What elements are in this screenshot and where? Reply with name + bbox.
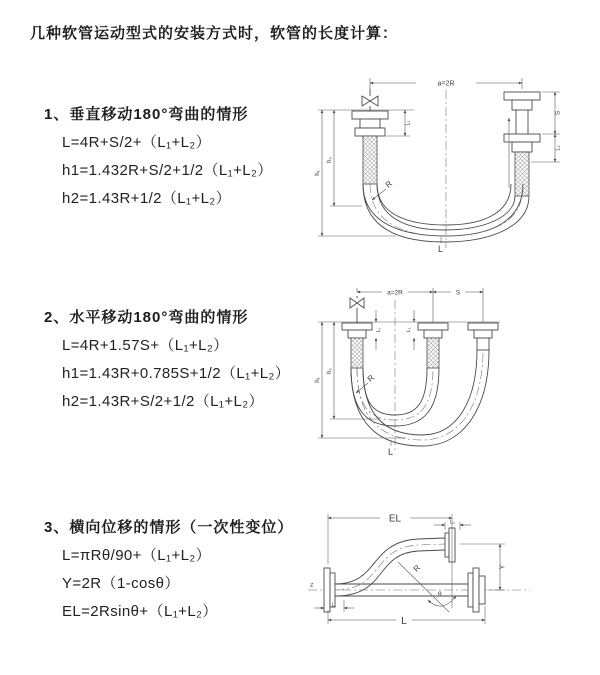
valve-icon xyxy=(350,298,364,308)
section-heading: 2、水平移动180°弯曲的情形 xyxy=(44,309,249,326)
flange xyxy=(445,533,449,557)
page-title: 几种软管运动型式的安装方式时，软管的长度计算： xyxy=(30,25,399,42)
dim-label-r: R xyxy=(411,563,423,574)
section-lateral-offset xyxy=(44,516,293,631)
formula-line: L=4R+1.57S+（L₁+L₂） xyxy=(62,337,229,354)
dim-label-h1: h₁ xyxy=(315,377,321,383)
formula-line: Y=2R（1-cosθ） xyxy=(62,575,180,592)
dim-label-y: Y xyxy=(499,564,507,570)
dim-label-l: L xyxy=(401,616,407,627)
formula-line: h1=1.43R+0.785S+1/2（L₁+L₂） xyxy=(62,365,291,382)
hose-arc xyxy=(377,184,515,230)
dim-label-l2: L₂ xyxy=(555,145,562,151)
section-horizontal-bend xyxy=(44,306,290,421)
dim-label-el: EL xyxy=(388,513,402,525)
hose-arc xyxy=(377,184,511,225)
flange xyxy=(504,134,540,142)
flange xyxy=(468,323,498,330)
dim-label-s: S xyxy=(455,289,461,297)
section-vertical-bend xyxy=(44,103,273,218)
hose-arc xyxy=(363,350,477,435)
dim-label-l1: L₁ xyxy=(376,327,382,333)
flange xyxy=(324,568,330,612)
formula-line: L=πRθ/90+（L₁+L₂） xyxy=(62,547,211,564)
diagram-horizontal-bend xyxy=(310,286,600,458)
formula-line: h2=1.43R+S/2+1/2（L₁+L₂） xyxy=(62,393,264,410)
dim-label-l2: L₂ xyxy=(406,327,412,333)
hose-arc xyxy=(351,350,489,446)
formula-line: EL=2Rsinθ+（L₁+L₂） xyxy=(62,603,218,620)
dim-label-l1: L₁ xyxy=(331,602,337,609)
diagram-vertical-bend xyxy=(310,76,600,253)
hose-curve xyxy=(335,538,445,584)
formula-line: h2=1.43R+1/2（L₁+L₂） xyxy=(62,190,232,207)
formula-line: L=4R+S/2+（L₁+L₂） xyxy=(62,134,212,151)
formula-line: h1=1.432R+S/2+1/2（L₁+L₂） xyxy=(62,162,273,179)
dim-label-theta: θ xyxy=(438,591,442,598)
dim-label-h2: h₂ xyxy=(327,157,333,163)
hose-arc xyxy=(363,184,523,236)
diagram-lateral-offset xyxy=(300,502,598,650)
hose-curve xyxy=(335,550,445,596)
dim-label-l: L xyxy=(388,447,394,457)
dim-label-span: a=2R xyxy=(387,289,403,297)
flange xyxy=(418,323,448,330)
flange xyxy=(342,323,372,330)
flange xyxy=(352,111,388,119)
dim-label-h2: h₂ xyxy=(327,368,333,374)
dim-label-l1: L₁ xyxy=(405,120,412,126)
flange xyxy=(504,92,540,100)
dim-label-r: R xyxy=(383,179,394,190)
dim-label-span: a=2R xyxy=(437,80,455,88)
section-heading: 3、横向位移的情形（一次性变位） xyxy=(44,519,294,536)
valve-icon xyxy=(362,96,378,106)
dim-label-z: Z xyxy=(310,583,314,589)
section-heading: 1、垂直移动180°弯曲的情形 xyxy=(44,106,249,123)
flange xyxy=(468,573,473,607)
dim-label-h1: h₁ xyxy=(315,170,321,176)
dim-label-s: S xyxy=(554,110,562,116)
dim-label-l2: L₂ xyxy=(450,519,455,526)
hose-centerline xyxy=(357,350,483,440)
dim-label-l: L xyxy=(438,244,444,253)
dim-label-r: R xyxy=(365,373,376,384)
